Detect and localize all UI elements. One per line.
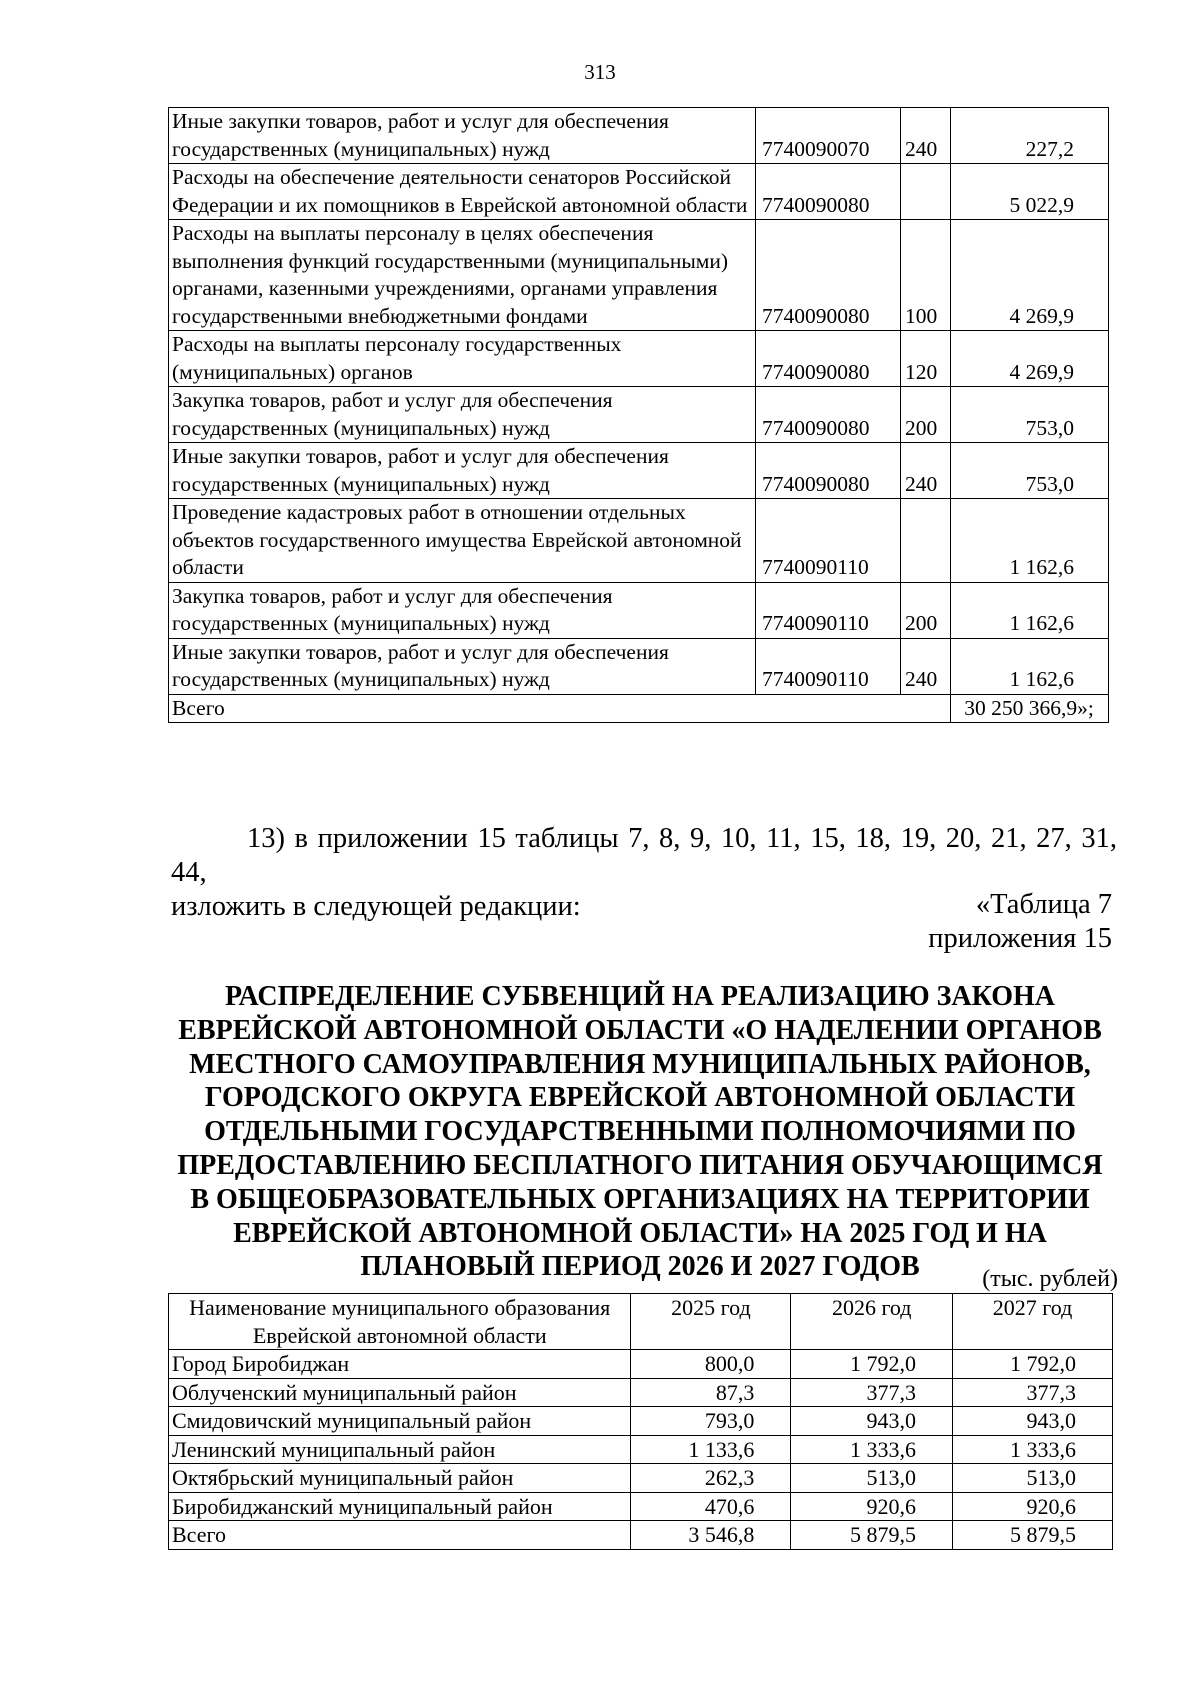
value-2025: 87,3: [631, 1378, 791, 1407]
row-code: 7740090110: [756, 499, 901, 583]
value-2026: 943,0: [791, 1407, 953, 1436]
value-2025: 793,0: [631, 1407, 791, 1436]
table-row: [169, 331, 1109, 387]
paragraph-line-1: 13) в приложении 15 таблицы 7, 8, 9, 10, 11, 15, 18, 19, 20, 21, 27, 31, 44,: [171, 823, 1117, 888]
row-code: 7740090080: [756, 443, 901, 499]
row-vr: 200: [901, 387, 951, 443]
row-code: 7740090110: [756, 638, 901, 694]
table-label-line-1: «Таблица 7: [975, 889, 1112, 920]
municipality-name: Биробиджанский муниципальный район: [169, 1492, 631, 1521]
row-code: 7740090070: [756, 108, 901, 164]
row-code: 7740090080: [756, 220, 901, 331]
row-amount: 753,0: [951, 443, 1109, 499]
table-row: [169, 387, 1109, 443]
value-2027: 1 333,6: [953, 1435, 1113, 1464]
table-header-row: [169, 1294, 1113, 1350]
row-vr: 120: [901, 331, 951, 387]
row-amount: 1 162,6: [951, 582, 1109, 638]
subsidy-table: [168, 1293, 1113, 1550]
municipality-name: Октябрьский муниципальный район: [169, 1464, 631, 1493]
table-row: [169, 220, 1109, 331]
expenditure-table: [168, 107, 1109, 723]
row-name: Иные закупки товаров, работ и услуг для обеспечения государственных (муниципальных) нужд: [169, 638, 756, 694]
table-row: [169, 1407, 1113, 1436]
municipality-name: Город Биробиджан: [169, 1350, 631, 1379]
row-code: 7740090080: [756, 387, 901, 443]
row-name: Расходы на выплаты персоналу государственных (муниципальных) органов: [169, 331, 756, 387]
value-2026: 1 333,6: [791, 1435, 953, 1464]
value-2027: 513,0: [953, 1464, 1113, 1493]
row-vr: 200: [901, 582, 951, 638]
value-2027: 920,6: [953, 1492, 1113, 1521]
table-row: [169, 1435, 1113, 1464]
header-2025: 2025 год: [631, 1294, 791, 1350]
value-2026: 513,0: [791, 1464, 953, 1493]
header-name: [169, 1294, 631, 1350]
row-amount: 4 269,9: [951, 331, 1109, 387]
table-row: [169, 164, 1109, 220]
row-amount: 1 162,6: [951, 638, 1109, 694]
page-number: 313: [584, 60, 616, 84]
row-vr: 240: [901, 443, 951, 499]
table-row: [169, 443, 1109, 499]
row-name: Закупка товаров, работ и услуг для обеспечения государственных (муниципальных) нужд: [169, 582, 756, 638]
title-line: ПЛАНОВЫЙ ПЕРИОД 2026 И 2027 ГОДОВ: [360, 1251, 920, 1283]
value-2027: 943,0: [953, 1407, 1113, 1436]
total-label: Всего: [169, 694, 951, 723]
value-2025: 262,3: [631, 1464, 791, 1493]
table-label-line-2: приложения 15: [928, 923, 1112, 954]
value-2025: 470,6: [631, 1492, 791, 1521]
table-row: [169, 499, 1109, 583]
municipality-name: Облученский муниципальный район: [169, 1378, 631, 1407]
municipality-name: Ленинский муниципальный район: [169, 1435, 631, 1464]
value-2025: 1 133,6: [631, 1435, 791, 1464]
row-amount: 1 162,6: [951, 499, 1109, 583]
municipality-name: Смидовичский муниципальный район: [169, 1407, 631, 1436]
table-row: [169, 582, 1109, 638]
header-name-line-2: Еврейской автономной области: [252, 1322, 547, 1348]
row-code: 7740090110: [756, 582, 901, 638]
total-2025: 3 546,8: [631, 1521, 791, 1550]
row-amount: 4 269,9: [951, 220, 1109, 331]
table-label: [928, 888, 1112, 956]
value-2027: 1 792,0: [953, 1350, 1113, 1379]
row-amount: 5 022,9: [951, 164, 1109, 220]
value-2026: 377,3: [791, 1378, 953, 1407]
unit-label: (тыс. рублей): [982, 1266, 1118, 1292]
title-line: РАСПРЕДЕЛЕНИЕ СУБВЕНЦИЙ НА РЕАЛИЗАЦИЮ ЗАКОНА: [225, 981, 1055, 1012]
table-row: [169, 1350, 1113, 1379]
value-2026: 920,6: [791, 1492, 953, 1521]
title-line: В ОБЩЕОБРАЗОВАТЕЛЬНЫХ ОРГАНИЗАЦИЯХ НА ТЕРРИТОРИИ: [190, 1183, 1090, 1215]
row-code: 7740090080: [756, 164, 901, 220]
header-2026: 2026 год: [791, 1294, 953, 1350]
row-vr: 100: [901, 220, 951, 331]
paragraph-line-2: изложить в следующей редакции:: [171, 891, 581, 922]
row-vr: [901, 164, 951, 220]
title-line: ОТДЕЛЬНЫМИ ГОСУДАРСТВЕННЫМИ ПОЛНОМОЧИЯМИ ПО: [204, 1116, 1076, 1148]
row-name: Иные закупки товаров, работ и услуг для обеспечения государственных (муниципальных) нужд: [169, 108, 756, 164]
row-vr: 240: [901, 638, 951, 694]
table-row: [169, 1492, 1113, 1521]
total-label: Всего: [169, 1521, 631, 1550]
table-row: [169, 638, 1109, 694]
row-code: 7740090080: [756, 331, 901, 387]
row-name: Расходы на обеспечение деятельности сенаторов Российской Федерации и их помощников в Еврейской автономной области: [169, 164, 756, 220]
title-line: ГОРОДСКОГО ОКРУГА ЕВРЕЙСКОЙ АВТОНОМНОЙ ОБЛАСТИ: [204, 1082, 1076, 1114]
row-name: Иные закупки товаров, работ и услуг для обеспечения государственных (муниципальных) нужд: [169, 443, 756, 499]
table-row: [169, 1378, 1113, 1407]
total-row: [169, 1521, 1113, 1550]
total-row: [169, 694, 1109, 723]
title-line: ПРЕДОСТАВЛЕНИЮ БЕСПЛАТНОГО ПИТАНИЯ ОБУЧАЮЩИМСЯ: [177, 1149, 1103, 1181]
value-2027: 377,3: [953, 1378, 1113, 1407]
value-2026: 1 792,0: [791, 1350, 953, 1379]
row-name: Закупка товаров, работ и услуг для обеспечения государственных (муниципальных) нужд: [169, 387, 756, 443]
title-line: МЕСТНОГО САМОУПРАВЛЕНИЯ МУНИЦИПАЛЬНЫХ РАЙОНОВ,: [189, 1048, 1091, 1080]
total-amount: 30 250 366,9»;: [951, 694, 1109, 723]
row-amount: 227,2: [951, 108, 1109, 164]
row-amount: 753,0: [951, 387, 1109, 443]
total-2027: 5 879,5: [953, 1521, 1113, 1550]
row-vr: [901, 499, 951, 583]
row-name: Проведение кадастровых работ в отношении отдельных объектов государственного имущества Еврейской автономной области: [169, 499, 756, 583]
title-line: ЕВРЕЙСКОЙ АВТОНОМНОЙ ОБЛАСТИ «О НАДЕЛЕНИИ ОРГАНОВ: [178, 1014, 1102, 1046]
table-row: [169, 108, 1109, 164]
header-2027: 2027 год: [953, 1294, 1113, 1350]
header-name-line-1: Наименование муниципального образования: [189, 1295, 611, 1320]
table-row: [169, 1464, 1113, 1493]
title-line: ЕВРЕЙСКОЙ АВТОНОМНОЙ ОБЛАСТИ» НА 2025 ГОД И НА: [233, 1217, 1047, 1249]
row-vr: 240: [901, 108, 951, 164]
value-2025: 800,0: [631, 1350, 791, 1379]
row-name: Расходы на выплаты персоналу в целях обеспечения выполнения функций государственными (муниципальными) органами, казенными учреждениями, органами управления государственными внебюджетными фондами: [169, 220, 756, 331]
total-2026: 5 879,5: [791, 1521, 953, 1550]
section-title: [150, 980, 1130, 1284]
